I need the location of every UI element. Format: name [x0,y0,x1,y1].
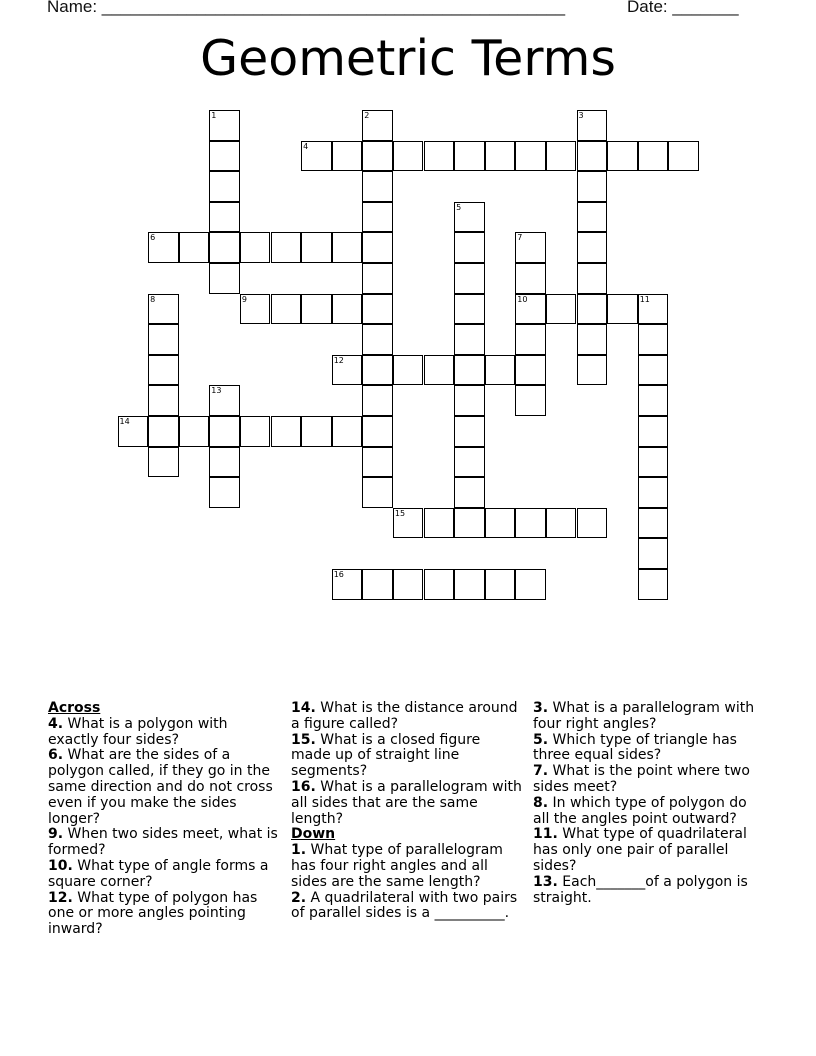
clue-number-label: 2 [364,111,370,120]
grid-cell[interactable] [271,294,302,325]
grid-cell[interactable] [209,141,240,172]
clue-number-label: 11 [639,294,650,304]
grid-cell[interactable] [454,508,485,539]
grid-cell[interactable] [638,355,669,386]
grid-cell[interactable] [454,355,485,386]
clue-number-label: 3 [578,111,584,120]
grid-cell[interactable] [362,355,393,386]
grid-cell[interactable] [209,202,240,233]
grid-cell[interactable] [332,141,363,172]
clue-number-label: 8 [150,294,156,304]
clues-column-1 [48,701,280,938]
grid-cell[interactable] [179,232,210,263]
clue-across-12: 12. What type of polygon has one or more angles pointing inward? [48,889,258,938]
clue-number-label: 13 [211,386,222,396]
clue-number-label: 14 [119,417,130,426]
clue-number-label: 12 [333,355,344,365]
grid-cell[interactable] [638,538,669,569]
grid-cell[interactable] [362,171,393,202]
grid-cell[interactable] [485,508,516,539]
grid-cell[interactable] [301,294,332,325]
grid-cell[interactable] [148,355,179,386]
grid-cell[interactable] [577,294,608,325]
page-title: Geometric Terms [200,30,616,87]
grid-cell[interactable] [485,141,516,172]
grid-cell[interactable] [546,141,577,172]
clue-down-5: 5. Which type of triangle has three equal sides? [533,731,737,764]
clue-down-1: 1. What type of parallelogram has four right angles and all sides are the same length? [291,842,503,890]
grid-cell[interactable] [148,385,179,416]
clue-number-label: 9 [241,294,247,304]
grid-cell[interactable] [332,416,363,447]
grid-cell[interactable] [638,569,669,600]
grid-cell[interactable] [577,141,608,172]
clue-down-3: 3. What is a parallelogram with four right angles? [533,700,755,732]
grid-cell[interactable] [607,141,638,172]
grid-cell[interactable] [577,232,608,263]
grid-cell[interactable] [515,355,546,386]
clue-number-label: 1 [211,111,217,120]
grid-cell[interactable] [638,477,669,508]
grid-cell[interactable] [454,324,485,355]
grid-cell[interactable] [454,141,485,172]
clue-down-7: 7. What is the point where two sides meet? [533,763,750,795]
grid-cell[interactable] [638,416,669,447]
grid-cell[interactable] [148,324,179,355]
grid-cell[interactable] [362,232,393,263]
clue-across-10: 10. What type of angle forms a square corner? [48,857,269,890]
date-line: Date: _______ [627,0,739,16]
grid-cell[interactable] [454,477,485,508]
grid-cell[interactable] [209,477,240,508]
clue-down-13: 13. Each_______of a polygon is straight. [533,873,748,906]
clue-down-8: 8. In which type of polygon do all the angles point outward? [533,794,747,827]
grid-cell[interactable] [577,508,608,539]
grid-cell[interactable] [209,447,240,478]
grid-cell[interactable] [485,355,516,386]
grid-cell[interactable] [362,294,393,325]
grid-cell[interactable] [362,477,393,508]
clue-across-14: 14. What is the distance around a figure called? [291,700,518,732]
grid-cell[interactable] [362,141,393,172]
clue-across-16: 16. What is a parallelogram with all sides that are the same length? [291,778,522,827]
grid-cell[interactable] [515,263,546,294]
grid-cell[interactable] [546,508,577,539]
grid-cell[interactable] [362,416,393,447]
grid-cell[interactable] [454,416,485,447]
grid-cell[interactable] [577,355,608,386]
grid-cell[interactable] [209,416,240,447]
grid-cell[interactable] [393,141,424,172]
grid-cell[interactable] [454,263,485,294]
grid-cell[interactable] [454,569,485,600]
grid-cell[interactable] [668,141,699,172]
grid-cell[interactable] [332,294,363,325]
clue-across-4: 4. What is a polygon with exactly four sides? [48,715,228,748]
grid-cell[interactable] [638,385,669,416]
grid-cell[interactable] [179,416,210,447]
clue-down-11: 11. What type of quadrilateral has only one pair of parallel sides? [533,826,747,874]
clue-number-label: 6 [150,233,156,243]
grid-cell[interactable] [148,447,179,478]
grid-cell[interactable] [515,324,546,355]
grid-cell[interactable] [638,508,669,539]
grid-cell[interactable] [638,447,669,478]
grid-cell[interactable] [454,447,485,478]
grid-cell[interactable] [332,232,363,263]
grid-cell[interactable] [424,569,455,600]
grid-cell[interactable] [301,232,332,263]
clue-across-15: 15. What is a closed figure made up of straight line segments? [291,731,481,780]
grid-cell[interactable] [638,141,669,172]
grid-cell[interactable] [271,232,302,263]
clues-column-3 [533,701,765,906]
grid-cell[interactable] [362,447,393,478]
grid-cell[interactable] [424,355,455,386]
grid-cell[interactable] [148,416,179,447]
grid-cell[interactable] [577,171,608,202]
clue-number-label: 5 [456,202,462,212]
grid-cell[interactable] [209,171,240,202]
grid-cell[interactable] [424,508,455,539]
grid-cell[interactable] [515,569,546,600]
across-heading: Across [48,700,101,716]
grid-cell[interactable] [271,416,302,447]
grid-cell[interactable] [577,263,608,294]
grid-cell[interactable] [362,263,393,294]
grid-cell[interactable] [362,324,393,355]
grid-cell[interactable] [393,569,424,600]
grid-cell[interactable] [209,232,240,263]
grid-cell[interactable] [577,324,608,355]
clue-number-label: 4 [303,141,309,151]
grid-cell[interactable] [424,141,455,172]
grid-cell[interactable] [393,355,424,386]
grid-cell[interactable] [240,232,271,263]
grid-cell[interactable] [362,202,393,233]
clue-number-label: 15 [394,508,406,518]
grid-cell[interactable] [546,294,577,325]
clue-number-label: 16 [333,570,344,579]
grid-cell[interactable] [515,141,546,172]
grid-cell[interactable] [240,416,271,447]
grid-cell[interactable] [209,263,240,294]
clue-number-label: 10 [517,294,528,304]
grid-cell[interactable] [454,232,485,263]
clue-across-9: 9. When two sides meet, what is formed? [48,826,278,859]
grid-cell[interactable] [362,569,393,600]
grid-cell[interactable] [362,385,393,416]
clue-number-label: 7 [517,233,523,243]
grid-cell[interactable] [577,202,608,233]
grid-cell[interactable] [515,385,546,416]
grid-cell[interactable] [607,294,638,325]
grid-cell[interactable] [515,508,546,539]
clue-across-6: 6. What are the sides of a polygon called, if they go in the same direction and do not cross even if you make the sides longer? [48,747,273,827]
grid-cell[interactable] [301,416,332,447]
clue-down-2: 2. A quadrilateral with two pairs of parallel sides is a __________. [291,889,518,922]
grid-cell[interactable] [638,324,669,355]
name-line: Name: _________________________________________________ [47,0,566,16]
grid-cell[interactable] [454,294,485,325]
down-heading: Down [291,826,336,843]
clues-column-2 [291,701,523,922]
grid-cell[interactable] [485,569,516,600]
grid-cell[interactable] [454,385,485,416]
